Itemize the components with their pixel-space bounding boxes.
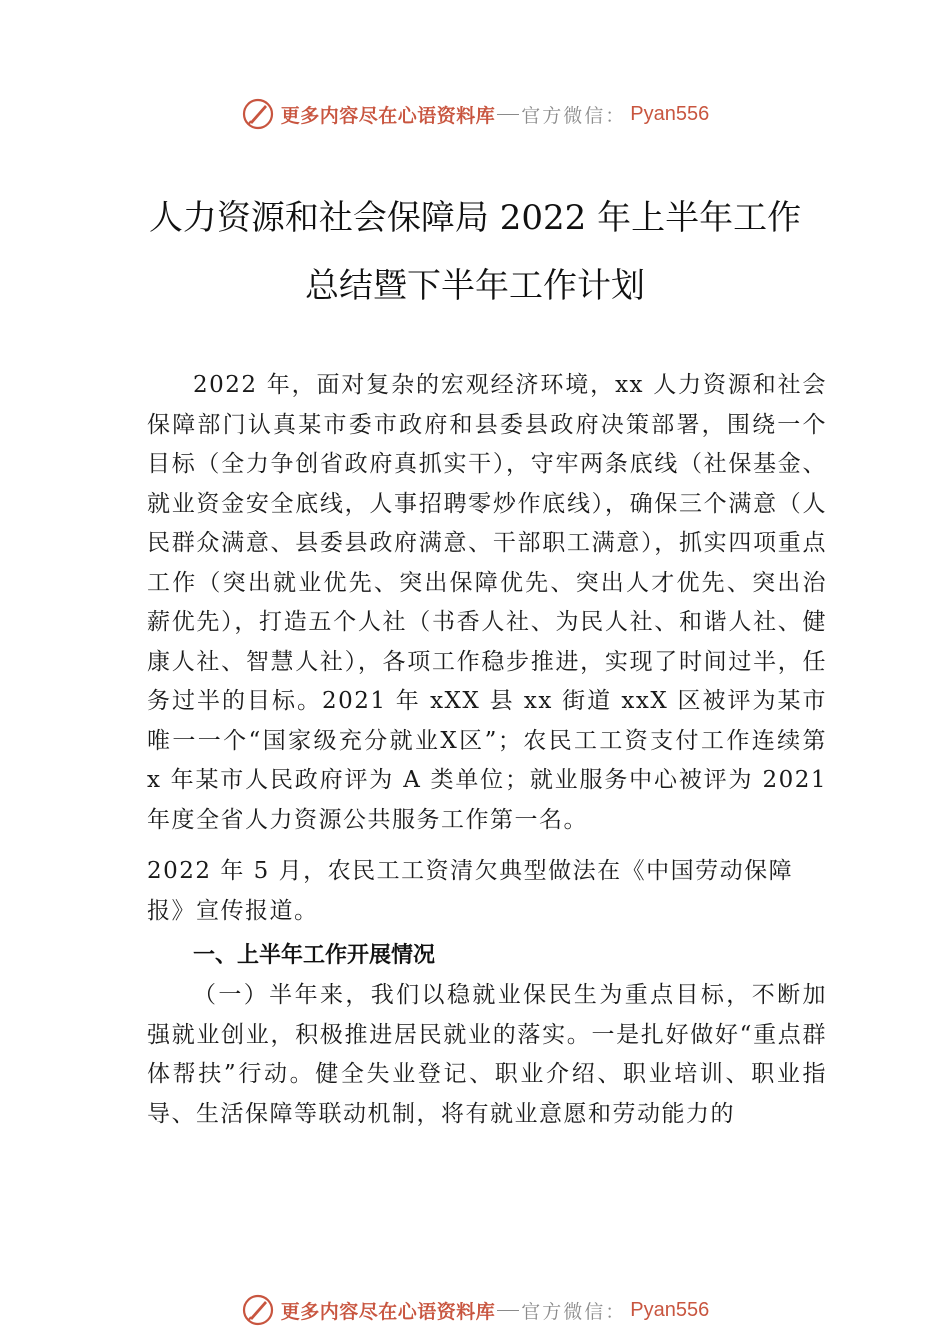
quill-logo-icon bbox=[241, 97, 275, 131]
document-title-line2: 总结暨下半年工作计划 bbox=[305, 266, 645, 306]
footer-watermark bbox=[0, 1290, 950, 1330]
quill-logo-icon bbox=[241, 1293, 275, 1327]
watermark-dash bbox=[497, 114, 519, 115]
document-title-line1: 人力资源和社会保障局 2022 年上半年工作 bbox=[148, 198, 802, 238]
section-heading: 一、上半年工作开展情况 bbox=[193, 943, 436, 968]
watermark-id-text: Pyan556 bbox=[630, 102, 710, 125]
watermark-dash bbox=[497, 1310, 519, 1311]
watermark-id-text: Pyan556 bbox=[630, 1298, 710, 1321]
report-paragraph: 2022 年 5 月，农民工工资清欠典型做法在《中国劳动保障报》宣传报道。 bbox=[147, 858, 794, 924]
watermark-main-text: 更多内容尽在心语资料库 bbox=[280, 1300, 496, 1323]
watermark-sub-text: 官方微信： bbox=[521, 104, 627, 127]
section-paragraph: （一）半年来，我们以稳就业保民生为重点目标，不断加强就业创业，积极推进居民就业的落实。一是扎好做好“重点群体帮扶”行动。健全失业登记、职业介绍、职业培训、职业指导、生活保障等联动机制，将有就业意愿和劳动能力的 bbox=[147, 982, 827, 1127]
watermark-main-text: 更多内容尽在心语资料库 bbox=[280, 104, 496, 127]
header-watermark bbox=[0, 94, 950, 134]
watermark-sub-text: 官方微信： bbox=[521, 1300, 627, 1323]
intro-paragraph: 2022 年，面对复杂的宏观经济环境，xx 人力资源和社会保障部门认真某市委市政府和县委县政府决策部署，围绕一个目标（全力争创省政府真抓实干），守牢两条底线（社保基金、就业资金安全底线，人事招聘零炒作底线），确保三个满意（人民群众满意、县委县政府满意、干部职工满意），抓实四项重点工作（突出就业优先、突出保障优先、突出人才优先、突出治薪优先），打造五个人社（书香人社、为民人社、和谐人社、健康人社、智慧人社），各项工作稳步推进，实现了时间过半，任务过半的目标。2021 年 xXX 县 xx 街道 xxX 区被评为某市唯一一个“国家级充分就业Ⅹ区”；农民工工资支付工作连续第 x 年某市人民政府评为 A 类单位；就业服务中心被评为 2021 年度全省人力资源公共服务工作第一名。 bbox=[147, 372, 827, 833]
